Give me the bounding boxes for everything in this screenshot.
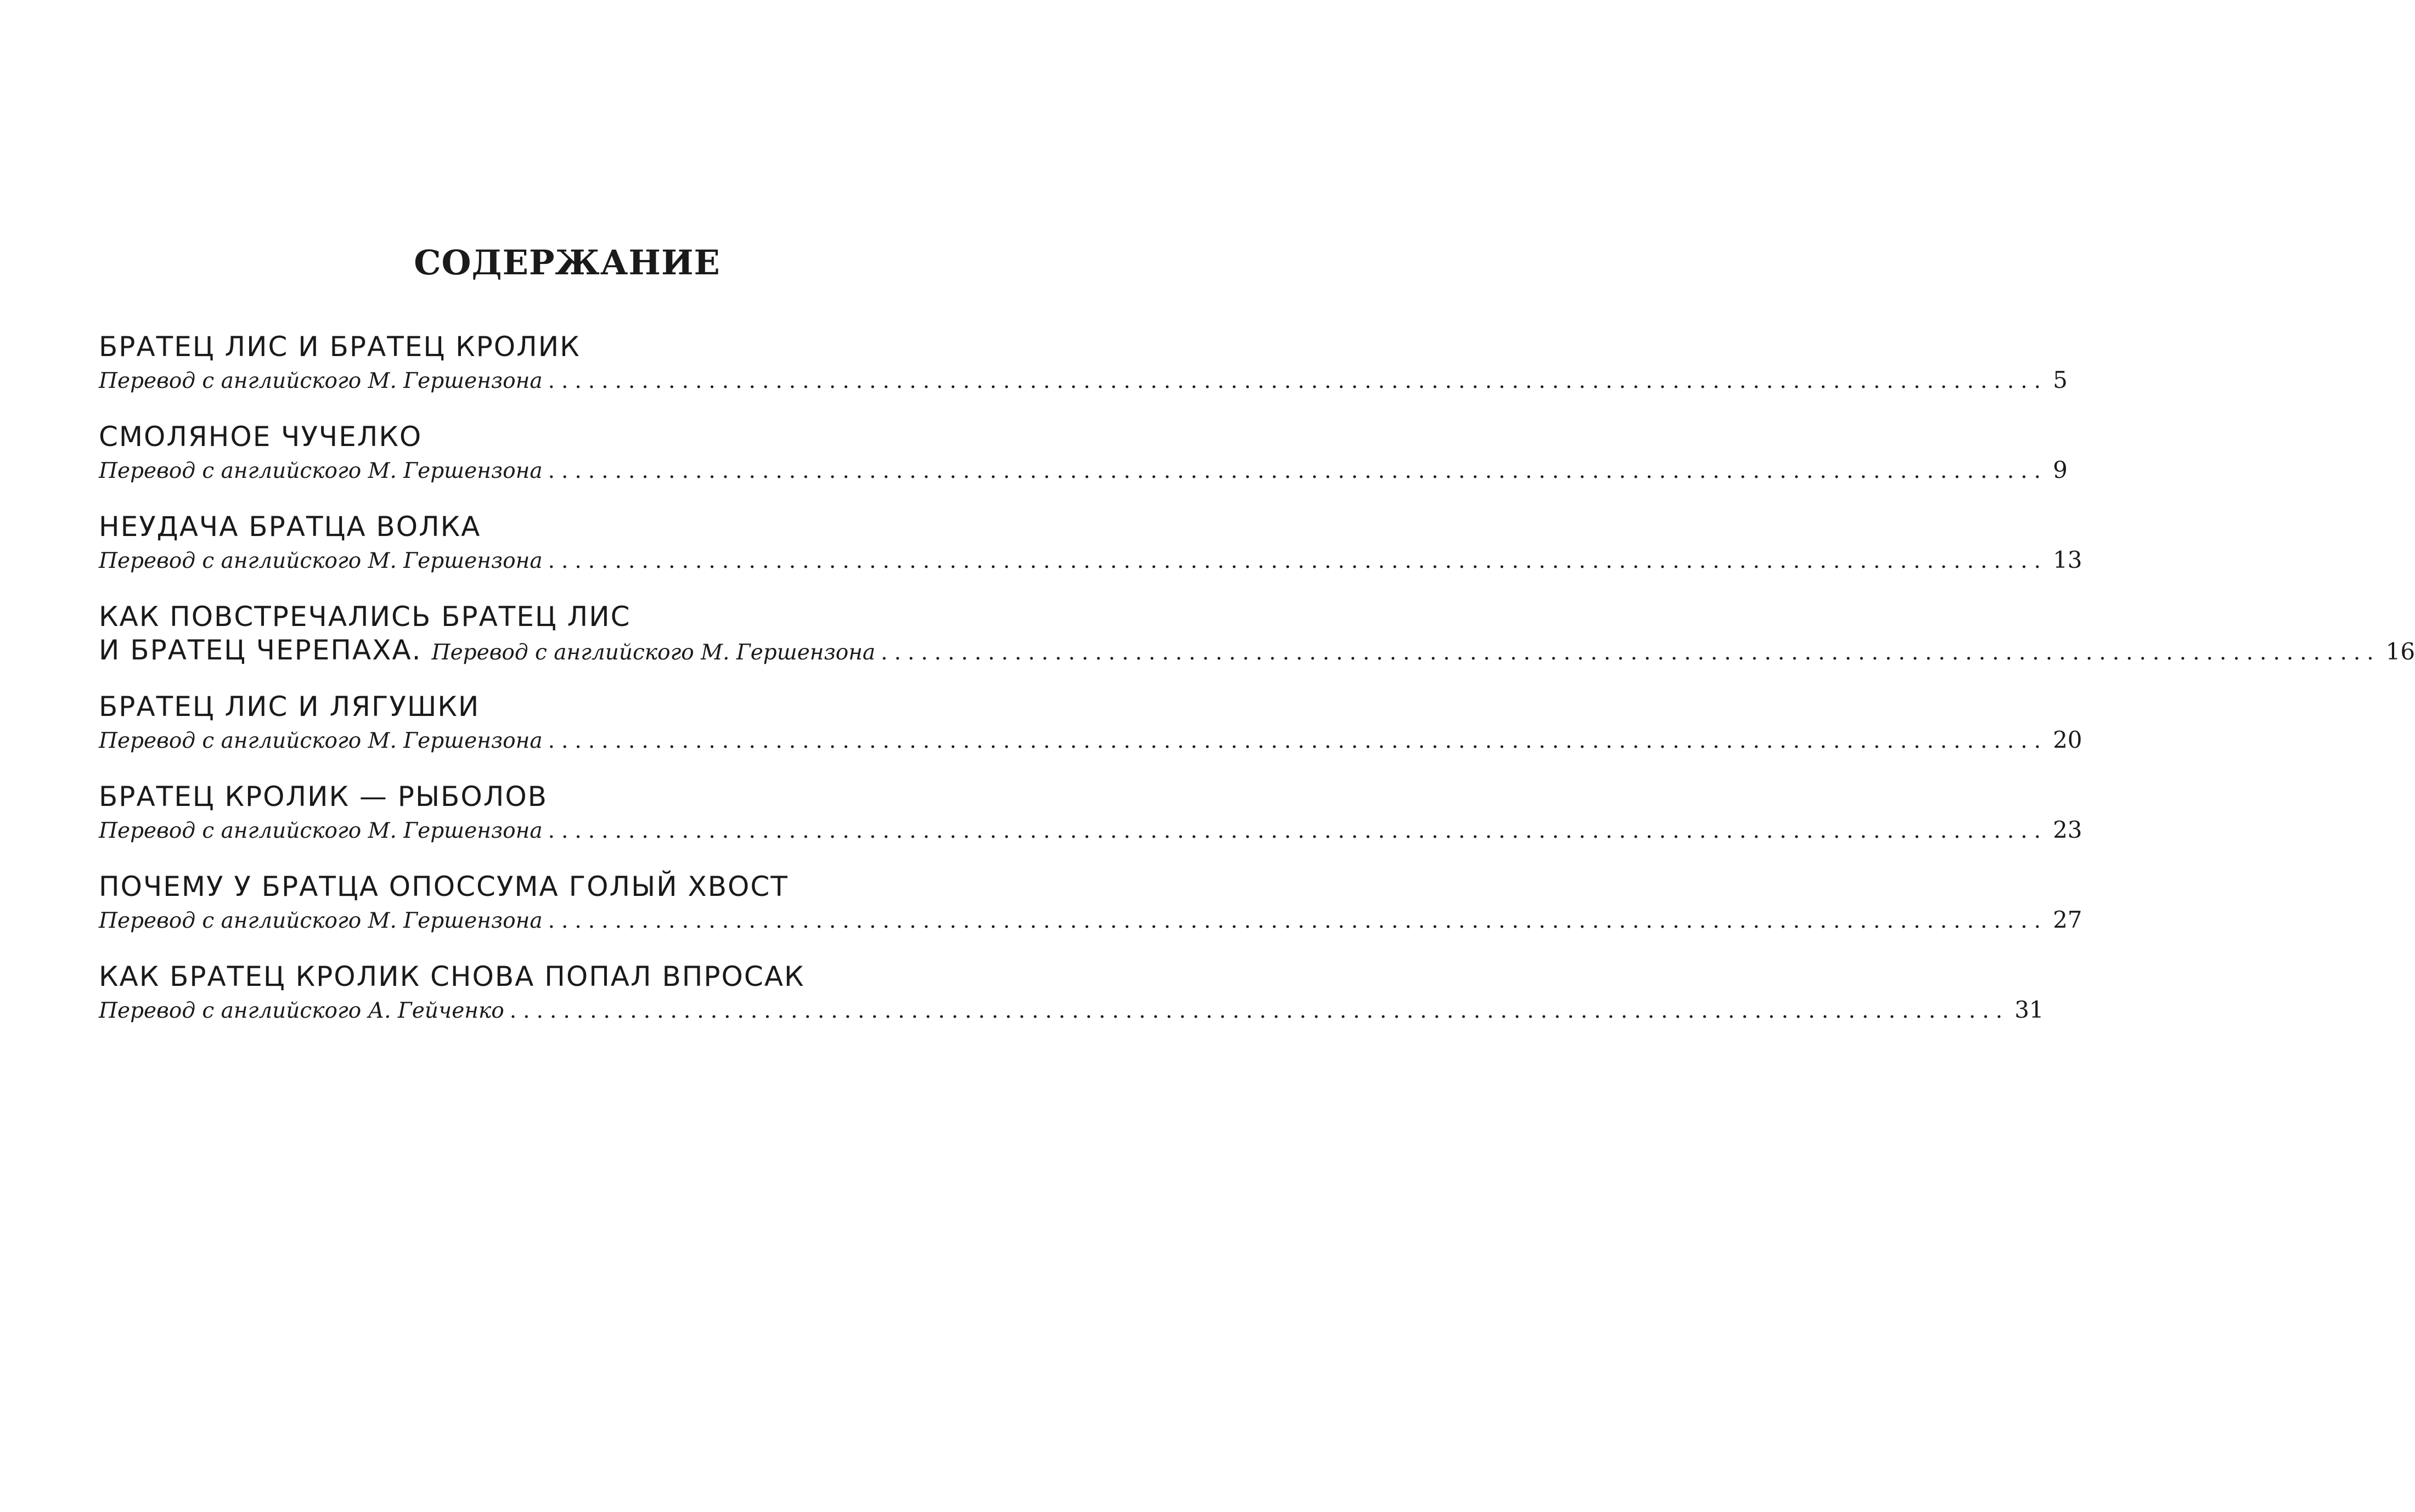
- dot-leader: ................................................................................................................: [548, 549, 2048, 573]
- page-number: 5: [2053, 366, 2068, 393]
- story-title: НЕУДАЧА БРАТЦА ВОЛКА: [99, 511, 481, 543]
- translator-line: [99, 904, 2082, 937]
- translator-line: [99, 724, 2082, 757]
- toc-entry: [99, 509, 2082, 577]
- toc-entry: [99, 419, 2068, 487]
- dot-leader: ................................................................................................................: [509, 998, 2009, 1023]
- story-title-continued: И БРАТЕЦ ЧЕРЕПАХА.: [99, 634, 422, 666]
- translator-line: [99, 634, 2415, 669]
- story-title: БРАТЕЦ ЛИС И ЛЯГУШКИ: [99, 691, 480, 723]
- dot-leader: ................................................................................................................: [548, 909, 2048, 933]
- translator-credit: Перевод с английского М. Гершензона: [99, 549, 543, 573]
- story-title: БРАТЕЦ ЛИС И БРАТЕЦ КРОЛИК: [99, 331, 581, 363]
- story-title: КАК БРАТЕЦ КРОЛИК СНОВА ПОПАЛ ВПРОСАК: [99, 961, 805, 992]
- translator-line: [99, 454, 2068, 487]
- dot-leader: ................................................................................................................: [548, 729, 2048, 753]
- translator-credit: Перевод с английского А. Гейченко: [99, 998, 504, 1023]
- toc-entry: [99, 329, 2068, 397]
- story-title: ПОЧЕМУ У БРАТЦА ОПОССУМА ГОЛЫЙ ХВОСТ: [99, 871, 789, 902]
- translator-credit: Перевод с английского М. Гершензона: [99, 909, 543, 933]
- page-title: СОДЕРЖАНИЕ: [414, 242, 720, 283]
- page-number: 13: [2053, 546, 2082, 573]
- toc-entry: [99, 689, 2082, 757]
- page-number: 9: [2053, 456, 2068, 483]
- translator-line: [99, 364, 2068, 397]
- story-title: БРАТЕЦ КРОЛИК — РЫБОЛОВ: [99, 781, 548, 813]
- page-number: 20: [2053, 726, 2082, 753]
- story-title: КАК ПОВСТРЕЧАЛИСЬ БРАТЕЦ ЛИС: [99, 601, 631, 633]
- translator-credit: Перевод с английского М. Гершензона: [99, 369, 543, 393]
- toc-entry: [99, 779, 2082, 847]
- translator-line: [99, 814, 2082, 847]
- page-number: 27: [2053, 906, 2082, 933]
- page-number: 31: [2014, 996, 2044, 1023]
- dot-leader: ................................................................................................................: [548, 369, 2048, 393]
- translator-credit: Перевод с английского М. Гершензона: [99, 819, 543, 843]
- dot-leader: ................................................................................................................: [548, 819, 2048, 843]
- translator-line: [99, 544, 2082, 577]
- toc-entry: [99, 869, 2082, 937]
- translator-credit: Перевод с английского М. Гершензона: [99, 729, 543, 753]
- translator-credit: Перевод с английского М. Гершензона: [99, 459, 543, 483]
- story-title: СМОЛЯНОЕ ЧУЧЕЛКО: [99, 421, 423, 453]
- translator-line: [99, 994, 2044, 1027]
- translator-credit: Перевод с английского М. Гершензона: [431, 640, 876, 665]
- page-number: 23: [2053, 816, 2082, 843]
- dot-leader: ................................................................................................................: [881, 640, 2380, 665]
- dot-leader: ................................................................................................................: [548, 459, 2048, 483]
- toc-entry: [99, 959, 2044, 1027]
- toc-entry: [99, 599, 2415, 669]
- page-number: 16: [2385, 638, 2415, 665]
